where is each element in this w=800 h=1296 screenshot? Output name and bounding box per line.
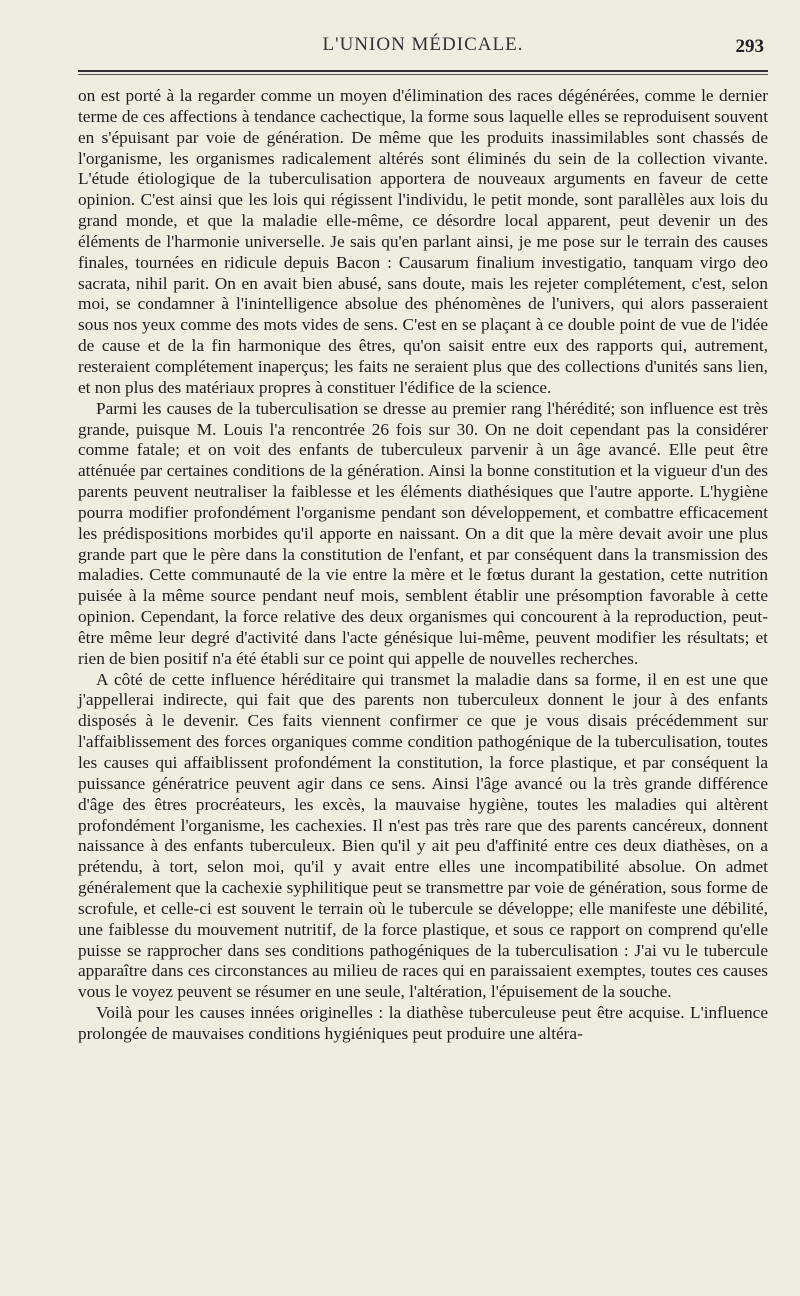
body-text bbox=[78, 86, 768, 1045]
page-header bbox=[76, 34, 770, 64]
page-number: 293 bbox=[735, 36, 764, 57]
paragraph-4: Voilà pour les causes innées originelles : la diathèse tuberculeuse peut être acquise. L'influence prolongée de mauvaises conditions hygiéniques peut produire une altéra- bbox=[78, 1003, 768, 1043]
header-rule bbox=[78, 70, 768, 75]
paragraph-3: A côté de cette influence héréditaire qui transmet la maladie dans sa forme, il en est une que j'appellerai indirecte, qui fait que des parents non tuberculeux donnent le jour à des enfants disposés à le devenir. Ces faits viennent confirmer ce que je vous disais précédemment sur l'affaiblissement des forces organiques comme condition pathogénique de la tuberculisation, toutes les causes qui affaiblissent profondément la constitution, la force plastique, et par conséquent la puissance génératrice peuvent agir dans ce sens. Ainsi l'âge avancé ou la très grande différence d'âge des êtres procréateurs, les excès, la mauvaise hygiène, toutes les maladies qui altèrent profondément l'organisme, les cachexies. Il n'est pas très rare que des parents cancéreux, donnent naissance à des enfants tuberculeux. Bien qu'il y ait peu d'affinité entre ces deux diathèses, on a prétendu, à tort, selon moi, qu'il y avait entre elles une incompatibilité absolue. On admet généralement que la cachexie syphilitique peut se transmettre par voie de génération, sous forme de scrofule, et celle-ci est souvent le terrain où le tubercule se développe; elle manifeste une débilité, une faiblesse du mouvement nutritif, de la force plastique, et sous ce rapport on comprend qu'elle puisse se rapprocher dans ses conditions pathogéniques de la tuberculisation : J'ai vu le tubercule apparaître dans ces circonstances au milieu de races qui en paraissaient exemptes, toutes ces causes vous le voyez peuvent se résumer en une seule, l'altération, l'épuisement de la souche. bbox=[78, 669, 768, 1002]
paragraph-1: on est porté à la regarder comme un moyen d'élimination des races dégénérées, comme le dernier terme de ces affections à tendance cachectique, la forme sous laquelle elles se reproduisent souvent en s'épuisant par voie de génération. De même que les produits inassimilables sont chassés de l'organisme, les organismes radicalement altérés sont éliminés du sein de la collection vivante. L'étude étiologique de la tuberculisation apportera de nouveaux arguments en faveur de cette opinion. C'est ainsi que les lois qui régissent l'individu, le petit monde, sont parallèles aux lois du grand monde, et que la maladie elle-même, ce désordre local apparent, peut devenir un des éléments de l'harmonie universelle. Je sais qu'en parlant ainsi, je me pose sur le terrain des causes finales, tournées en ridicule depuis Bacon : Causarum finalium investigatio, tanquam virgo deo sacrata, nihil parit. On en avait bien abusé, sans doute, mais les rejeter complétement, c'est, selon moi, se condamner à l'inintelligence absolue des phénomènes de l'univers, qui alors passeraient sous nos yeux comme des mots vides de sens. C'est en se plaçant à ce double point de vue de l'idée de cause et de la fin harmonique des êtres, qu'on saisit entre eux des rapports qui, autrement, resteraient complétement inaperçus; les faits ne seraient plus que des collections d'unités sans lien, et non plus des matériaux propres à constituer l'édifice de la science. bbox=[78, 86, 768, 397]
paragraph-2: Parmi les causes de la tuberculisation se dresse au premier rang l'hérédité; son influence est très grande, puisque M. Louis l'a rencontrée 26 fois sur 30. On ne doit cependant pas la considérer comme fatale; et on voit des enfants de tuberculeux parvenir à un âge avancé. Elle peut être atténuée par certaines conditions de la génération. Ainsi la bonne constitution et la vigueur d'un des parents peuvent neutraliser la faiblesse et les éléments diathésiques que l'autre apporte. L'hygiène pourra modifier profondément l'organisme pendant son développement, et combattre efficacement les prédispositions morbides qu'il apporte en naissant. On a dit que la mère devait avoir une plus grande part que le père dans la constitution de l'enfant, et par conséquent dans la transmission des maladies. Cette communauté de la vie entre la mère et le fœtus durant la gestation, cette nutrition puisée à la même source pendant neuf mois, semblent établir une présomption favorable à cette opinion. Cependant, la force relative des deux organismes qui concourent à la reproduction, peut-être même leur degré d'activité dans l'acte génésique lui-même, peuvent modifier les résultats; et rien de bien positif n'a été établi sur ce point qui appelle de nouvelles recherches. bbox=[78, 398, 768, 668]
running-title: L'UNION MÉDICALE. bbox=[322, 34, 524, 55]
